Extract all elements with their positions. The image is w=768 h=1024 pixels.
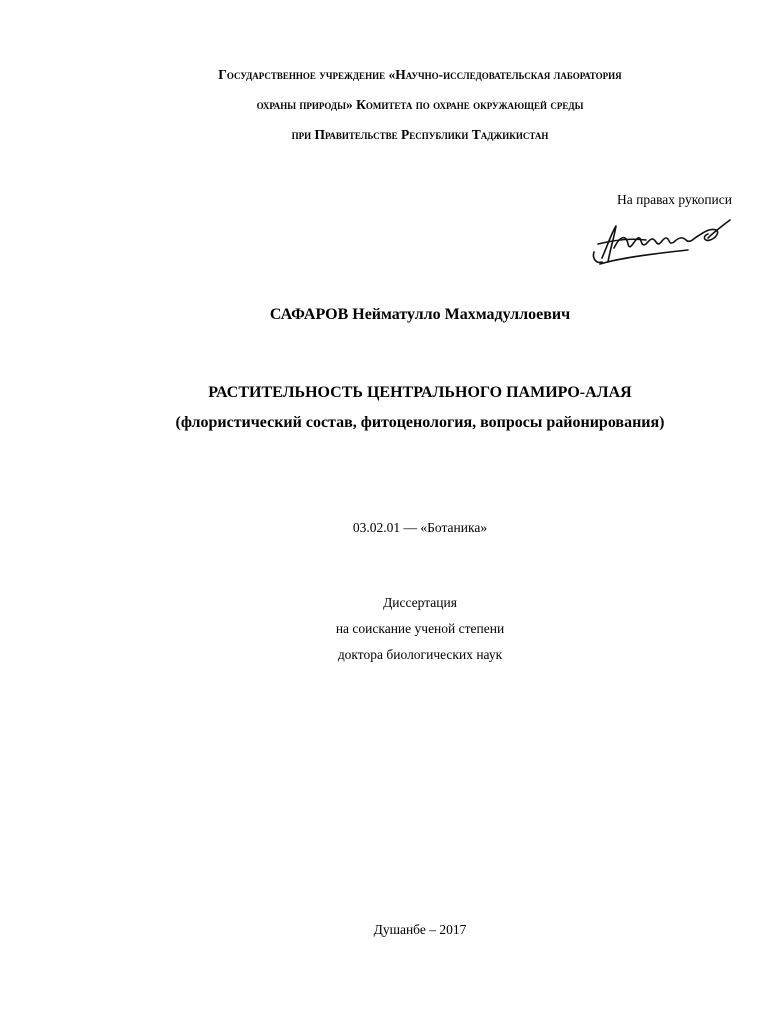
specialty-code: 03.02.01 — «Ботаника» [352,520,488,535]
institution-line-1: Государственное учреждение «Научно-исследовательская лаборатория [218,67,622,82]
handwritten-signature [590,214,740,270]
place-and-year: Душанбе – 2017 [373,922,467,937]
institution-line-2: охраны природы» Комитета по охране окружающей среды [256,97,584,112]
degree-line-1: Диссертация [383,595,457,610]
author-name: САФАРОВ Нейматулло Махмадуллоевич [269,306,571,323]
degree-line-2: на соискание ученой степени [335,621,505,636]
dissertation-subtitle: (флористический состав, фитоценология, вопросы районирования) [175,414,665,431]
manuscript-rights-note: На правах рукописи [616,192,732,207]
institution-line-3: при Правительстве Республики Таджикистан [291,127,549,142]
dissertation-title: РАСТИТЕЛЬНОСТЬ ЦЕНТРАЛЬНОГО ПАМИРО-АЛАЯ [208,384,632,401]
degree-line-3: доктора биологических наук [337,647,503,662]
